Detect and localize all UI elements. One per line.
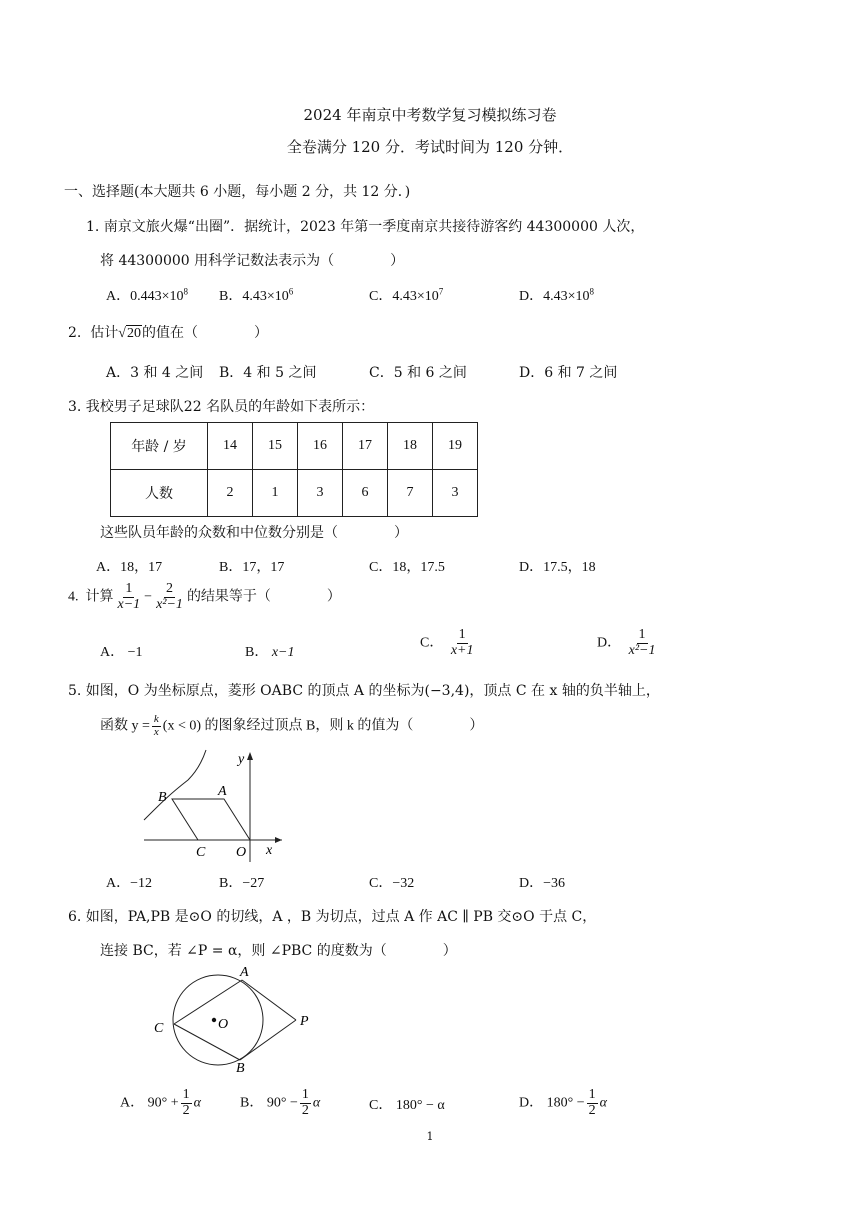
q1-stem-line1: 1. 南京文旅火爆“出圈”．据统计，2023 年第一季度南京共接待游客约 44300000 人次， (86, 219, 645, 235)
page-title: 2024 年南京中考数学复习模拟练习卷 (303, 106, 557, 124)
q5-stem-line1: 5. 如图，O 为坐标原点，菱形 OABC 的顶点 A 的坐标为(−3,4)，顶点 C 在 x 轴的负半轴上， (68, 683, 660, 699)
q2-option-c[interactable]: C．5 和 6 之间 (369, 365, 467, 381)
table-cell: 18 (388, 423, 433, 470)
label-C: C (196, 845, 206, 860)
hyperbola-curve (144, 750, 206, 820)
label-C: C (154, 1021, 164, 1036)
q4-stem: 4. 计算 $\frac{1}{x-1}$ − $\frac{2}{\text{x²−1}}$ 的结果等于（ ） (68, 581, 341, 612)
q1-option-a[interactable]: A．$0.443\times 10^8$ (106, 286, 189, 304)
q5-option-b[interactable]: B．−27 (219, 876, 265, 891)
table-cell: 7 (388, 470, 433, 517)
q3-option-a[interactable]: A．18，17 (96, 560, 163, 575)
tangent-pa (242, 980, 296, 1020)
table-cell: 19 (433, 423, 478, 470)
table-row (111, 423, 478, 470)
q6-stem-line2: 连接 BC，若 ∠P = α，则 ∠PBC 的度数为（ ） (100, 943, 457, 959)
table-cell: 16 (298, 423, 343, 470)
table-cell: 3 (298, 470, 343, 517)
table-cell: 15 (253, 423, 298, 470)
q6-option-d[interactable]: D． 180° − $\frac{1}{2}$ α (519, 1087, 607, 1118)
q2-option-a[interactable]: A．3 和 4 之间 (106, 365, 204, 381)
label-B: B (236, 1061, 245, 1074)
q5-option-a[interactable]: A．−12 (106, 876, 153, 891)
table-cell: 1 (253, 470, 298, 517)
label-P: P (300, 1014, 309, 1029)
table-cell: 年龄 / 岁 (111, 423, 208, 470)
q2-option-b[interactable]: B．4 和 5 之间 (219, 365, 317, 381)
page-subtitle: 全卷满分 120 分．考试时间为 120 分钟． (286, 138, 574, 156)
q4-option-d[interactable]: D． $\frac{1}{\text{x²−1}}$ (597, 627, 656, 658)
q1-stem-line2: 将 44300000 用科学记数法表示为（ ） (100, 253, 405, 269)
table-cell: 6 (343, 470, 388, 517)
q3-option-c[interactable]: C．18，17.5 (369, 560, 445, 575)
q1-option-d[interactable]: D．$4.43\times 10^8$ (519, 286, 595, 304)
q3-option-d[interactable]: D．17.5，18 (519, 560, 596, 575)
tangent-pb (240, 1020, 296, 1060)
label-B: B (158, 790, 167, 805)
q3-stem: 3. 我校男子足球队22 名队员的年龄如下表所示： (68, 399, 375, 415)
q4-option-a[interactable]: A． −1 (100, 645, 143, 660)
label-A: A (240, 965, 249, 980)
chord-ac (174, 980, 242, 1024)
chord-bc (174, 1024, 240, 1060)
age-table (110, 422, 478, 517)
y-axis-arrow (247, 752, 253, 760)
table-cell: 3 (433, 470, 478, 517)
q6-option-c[interactable]: C． 180° − α (369, 1098, 445, 1113)
rhombus-oabc (172, 799, 250, 840)
q6-stem-line1: 6. 如图，PA,PB 是⊙O 的切线，A ，B 为切点，过点 A 作 AC ∥ PB 交⊙O 于点 C， (68, 909, 597, 925)
label-O: O (218, 1017, 229, 1032)
q4-option-b[interactable]: B． x−1 (245, 645, 295, 660)
circle-tangent-figure (150, 962, 320, 1074)
label-x: x (266, 843, 273, 858)
q3-option-b[interactable]: B．17，17 (219, 560, 285, 575)
q6-option-b[interactable]: B． 90° − $\frac{1}{2}$ α (240, 1087, 321, 1118)
rhombus-hyperbola-figure (140, 748, 290, 866)
q2-stem: 2. 估计√20的值在（ ） (68, 325, 268, 341)
page-number: 1 (426, 1130, 434, 1143)
q6-option-a[interactable]: A． 90° + $\frac{1}{2}$ α (120, 1087, 201, 1118)
label-A: A (218, 784, 227, 799)
table-cell: 17 (343, 423, 388, 470)
label-y: y (238, 752, 245, 767)
q3-question: 这些队员年龄的众数和中位数分别是（ ） (100, 525, 408, 541)
q5-option-d[interactable]: D．−36 (519, 876, 566, 891)
table-row (111, 470, 478, 517)
q5-stem-line2: 函数 y = $\frac{k}{x}$ (x < 0) 的图象经过顶点 B，则 k 的值为（ ） (100, 713, 484, 738)
q5-option-c[interactable]: C．−32 (369, 876, 415, 891)
q1-option-b[interactable]: B．$4.43\times 10^6$ (219, 286, 294, 304)
sqrt-symbol: √20 (118, 326, 141, 341)
center-dot (212, 1018, 216, 1022)
table-cell: 2 (208, 470, 253, 517)
label-O: O (236, 845, 247, 860)
q1-option-c[interactable]: C．$4.43\times 10^7$ (369, 286, 444, 304)
x-axis-arrow (275, 837, 282, 843)
q2-option-d[interactable]: D．6 和 7 之间 (519, 365, 618, 381)
section-heading: 一、选择题(本大题共 6 小题，每小题 2 分，共 12 分．) (64, 184, 411, 200)
table-cell: 人数 (111, 470, 208, 517)
table-cell: 14 (208, 423, 253, 470)
q4-option-c[interactable]: C． $\frac{1}{x+1}$ (420, 627, 474, 658)
